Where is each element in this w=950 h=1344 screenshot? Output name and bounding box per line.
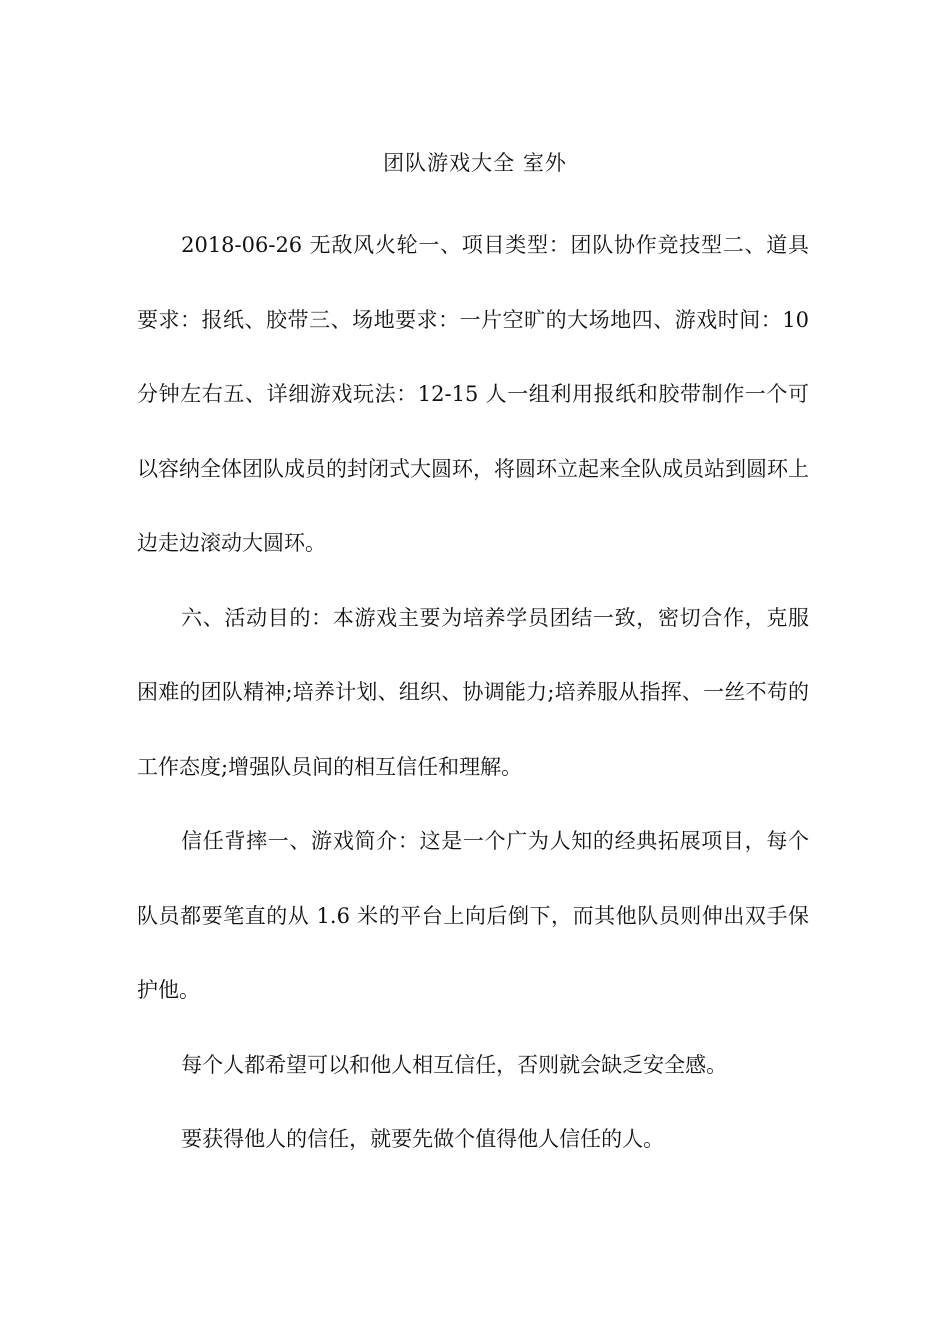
paragraph-3: 信任背摔一、游戏简介：这是一个广为人知的经典拓展项目，每个队员都要笔直的从 1.6 米的平台上向后倒下，而其他队员则伸出双手保护他。 bbox=[137, 829, 809, 1002]
document-title: 团队游戏大全 室外 bbox=[383, 151, 567, 175]
paragraph-1: 2018-06-26 无敌风火轮一、项目类型：团队协作竞技型二、道具要求：报纸、胶带三、场地要求：一片空旷的大场地四、游戏时间：10 分钟左右五、详细游戏玩法：12-15 人一组利用报纸和胶带制作一个可以容纳全体团队成员的封闭式大圆环，将圆环立起来全队成员站到圆环上边走边滚动大圆环。 bbox=[137, 233, 809, 555]
document-body bbox=[137, 208, 809, 1177]
paragraph-5: 要获得他人的信任，就要先做个值得他人信任的人。 bbox=[181, 1127, 665, 1151]
paragraph-2: 六、活动目的：本游戏主要为培养学员团结一致，密切合作，克服困难的团队精神;培养计划、组织、协调能力;培养服从指挥、一丝不苟的工作态度;增强队员间的相互信任和理解。 bbox=[137, 605, 809, 779]
paragraph-4: 每个人都希望可以和他人相互信任，否则就会缺乏安全感。 bbox=[181, 1052, 728, 1077]
